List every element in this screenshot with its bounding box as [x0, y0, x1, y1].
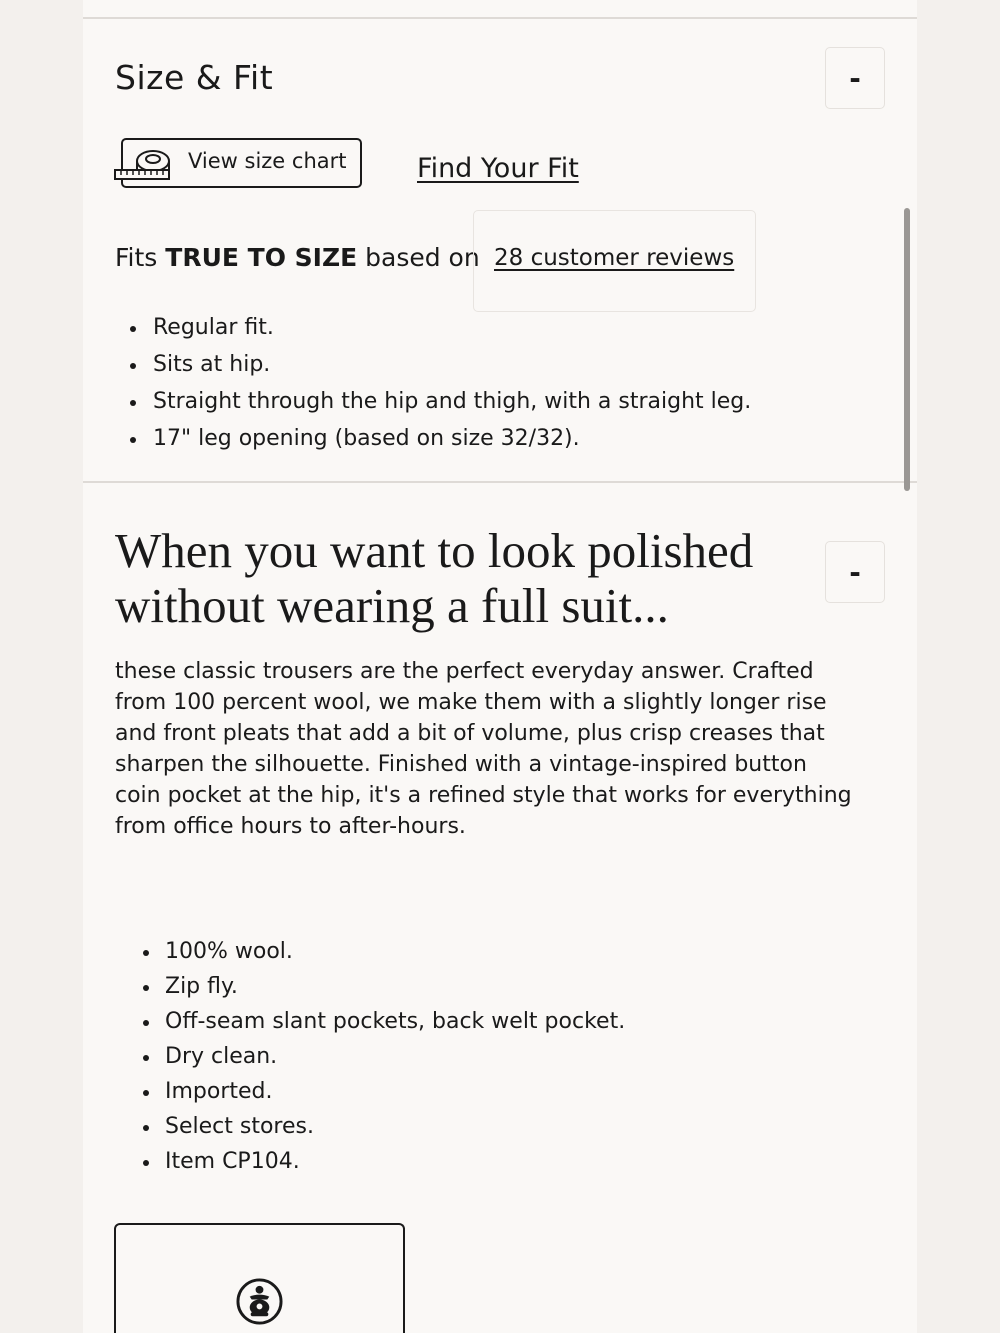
list-item: Straight through the hip and thigh, with a straight leg.	[153, 388, 751, 425]
fit-points-list	[153, 314, 751, 462]
find-your-fit-link[interactable]: Find Your Fit	[417, 153, 579, 184]
list-item: 100% wool.	[165, 938, 625, 973]
size-fit-collapse-button[interactable]	[825, 47, 885, 109]
tape-measure-icon	[113, 146, 173, 186]
fit-summary-prefix: Fits	[115, 243, 166, 272]
fit-summary-emphasis: TRUE TO SIZE	[165, 243, 358, 272]
list-item: Regular fit.	[153, 314, 751, 351]
list-item: Select stores.	[165, 1113, 625, 1148]
description-body: these classic trousers are the perfect everyday answer. Crafted from 100 percent wool, we make them with a slightly longer rise and front pleats that add a bit of volume, plus crisp creases that sharpen the silhouette. Finished with a vintage-inspired button coin pocket at the hip, it's a refined style that works for everything from office hours to after-hours.	[115, 659, 852, 839]
scrollbar-thumb[interactable]	[904, 208, 910, 491]
customer-reviews-link[interactable]: 28 customer reviews	[494, 245, 735, 271]
list-item: Sits at hip.	[153, 351, 751, 388]
description-collapse-button[interactable]	[825, 541, 885, 603]
list-item: Dry clean.	[165, 1043, 625, 1078]
description-headline: When you want to look polished without wearing a full suit...	[115, 523, 754, 633]
cleaning-care-icon	[236, 1278, 283, 1325]
size-fit-title: Size & Fit	[115, 58, 274, 97]
list-item: Off-seam slant pockets, back welt pocket.	[165, 1008, 625, 1043]
list-item: Zip fly.	[165, 973, 625, 1008]
fit-summary-suffix: based on	[357, 243, 480, 272]
section-divider	[83, 481, 917, 483]
minus-icon: -	[849, 61, 861, 95]
top-divider	[83, 17, 917, 19]
product-details-list	[165, 938, 625, 1183]
view-size-chart-label[interactable]: View size chart	[188, 149, 347, 173]
minus-icon: -	[849, 555, 861, 589]
list-item: Imported.	[165, 1078, 625, 1113]
list-item: Item CP104.	[165, 1148, 625, 1183]
list-item: 17" leg opening (based on size 32/32).	[153, 425, 751, 462]
fit-summary	[115, 243, 480, 272]
